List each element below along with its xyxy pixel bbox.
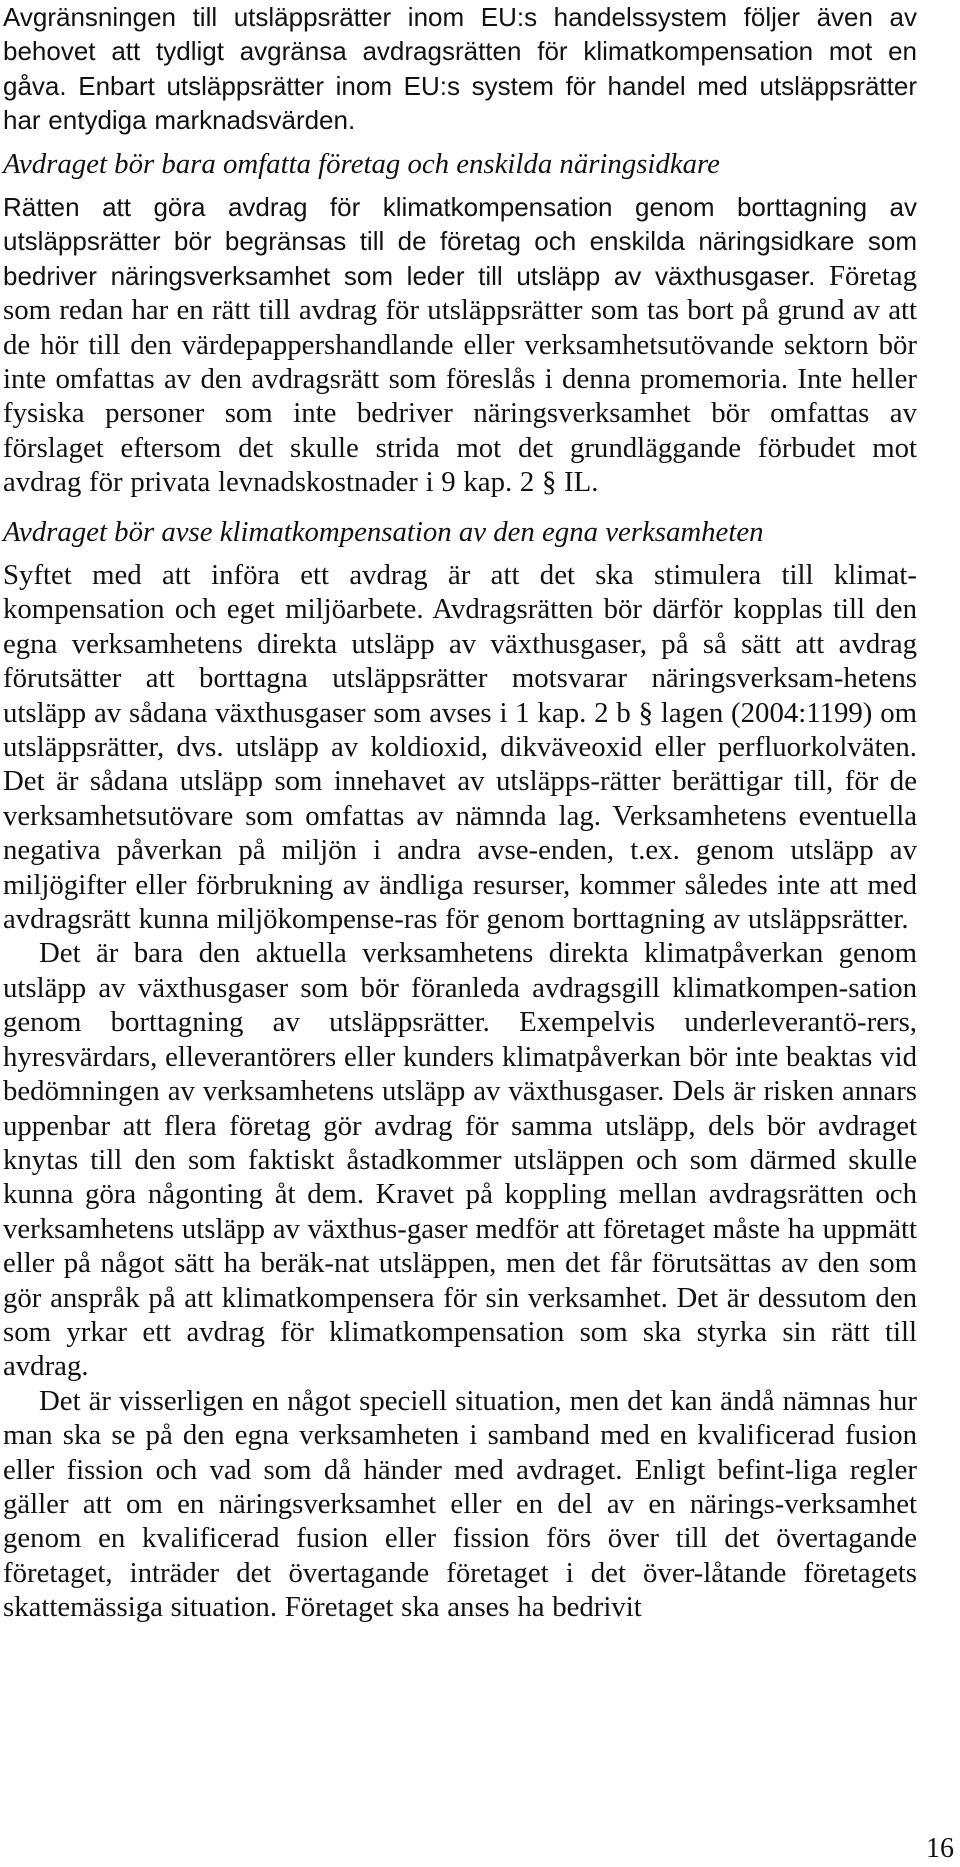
section-heading-1: Avdraget bör bara omfatta företag och enskilda näringsidkare [3, 148, 720, 180]
paragraph-part-serif: Företag som redan har en rätt till avdrag för utsläppsrätter som tas bort på grund av att de hör till den värdepappershandlande eller verksamhetsutövande sektorn bör inte omfattas av den avdragsrätt som föreslås i denna promemoria. Inte heller fysiska personer som inte bedriver näringsverksamhet bör omfattas av förslaget eftersom det skulle strida mot det grundläggande förbudet mot avdrag för privata levnadskostnader i 9 kap. 2 § IL. [3, 259, 917, 499]
section-2-body [3, 558, 917, 1625]
paragraph: Syftet med att införa ett avdrag är att det ska stimulera till klimat-kompensation och eget miljöarbete. Avdragsrätten bör därför kopplas till den egna verksamhetens direkta utsläpp av växthusgaser, på så sätt att avdrag förutsätter att borttagna utsläppsrätter motsvarar näringsverksam-hetens utsläpp av sådana växthusgaser som avses i 1 kap. 2 b § lagen (2004:1199) om utsläppsrätter, dvs. utsläpp av koldioxid, dikväveoxid eller perfluorkolväten. Det är sådana utsläpp som innehavet av utsläpps-rätter berättigar till, för de verksamhetsutövare som omfattas av nämnda lag. Verksamhetens eventuella negativa påverkan på miljön i andra avse-enden, t.ex. genom utsläpp av miljögifter eller förbrukning av ändliga resurser, kommer således inte att med avdragsrätt kunna miljökompense-ras för genom borttagning av utsläppsrätter. [3, 559, 917, 936]
paragraph [3, 190, 917, 500]
intro-text: Avgränsningen till utsläppsrätter inom EU:s handelssystem följer även av behovet att tydligt avgränsa avdragsrätten för klimatkompensation mot en gåva. Enbart utsläppsrätter inom EU:s system för handel med utsläppsrätter har entydiga marknadsvärden. [3, 2, 917, 136]
section-1-body [3, 190, 917, 500]
section-heading-2: Avdraget bör avse klimatkompensation av den egna verksamheten [3, 516, 764, 548]
paragraph: Det är visserligen en något speciell situation, men det kan ändå nämnas hur man ska se på den egna verksamheten i samband med en kvalificerad fusion eller fission och vad som då händer med avdraget. Enligt befint-liga regler gäller att om en näringsverksamhet eller en del av en närings-verksamhet genom en kvalificerad fusion eller fission förs över till det övertagande företaget, inträder det övertagande företaget i det över-låtande företagets skattemässiga situation. Företaget ska anses ha bedrivit [3, 1384, 917, 1624]
paragraph: Det är bara den aktuella verksamhetens direkta klimatpåverkan genom utsläpp av växthusgaser som bör föranleda avdragsgill klimatkompen-sation genom borttagning av utsläppsrätter. Exempelvis underleverantö-rers, hyresvärdars, elleverantörers eller kunders klimatpåverkan bör inte beaktas vid bedömningen av verksamhetens utsläpp av växthusgaser. Dels är risken annars uppenbar att flera företag gör avdrag för samma utsläpp, dels bör avdraget knytas till den som faktiskt åstadkommer utsläppen och som därmed skulle kunna göra någonting åt dem. Kravet på koppling mellan avdragsrätten och verksamhetens utsläpp av växthus-gaser medför att företaget måste ha uppmätt eller på något sätt ha beräk-nat utsläppen, men det får förutsättas av den som gör anspråk på att klimatkompensera för sin verksamhet. Det är dessutom den som yrkar ett avdrag för klimatkompensation som ska styrka sin rätt till avdrag. [3, 937, 917, 1383]
intro-paragraph [3, 0, 917, 138]
page-number: 16 [926, 1833, 954, 1864]
paragraph-part-sans: Rätten att göra avdrag för klimatkompensation genom borttagning av utsläppsrätter bör begränsas till de företag och enskilda näringsidkare som bedriver näringsverksamhet som leder till utsläpp av växthusgaser. [3, 192, 917, 291]
